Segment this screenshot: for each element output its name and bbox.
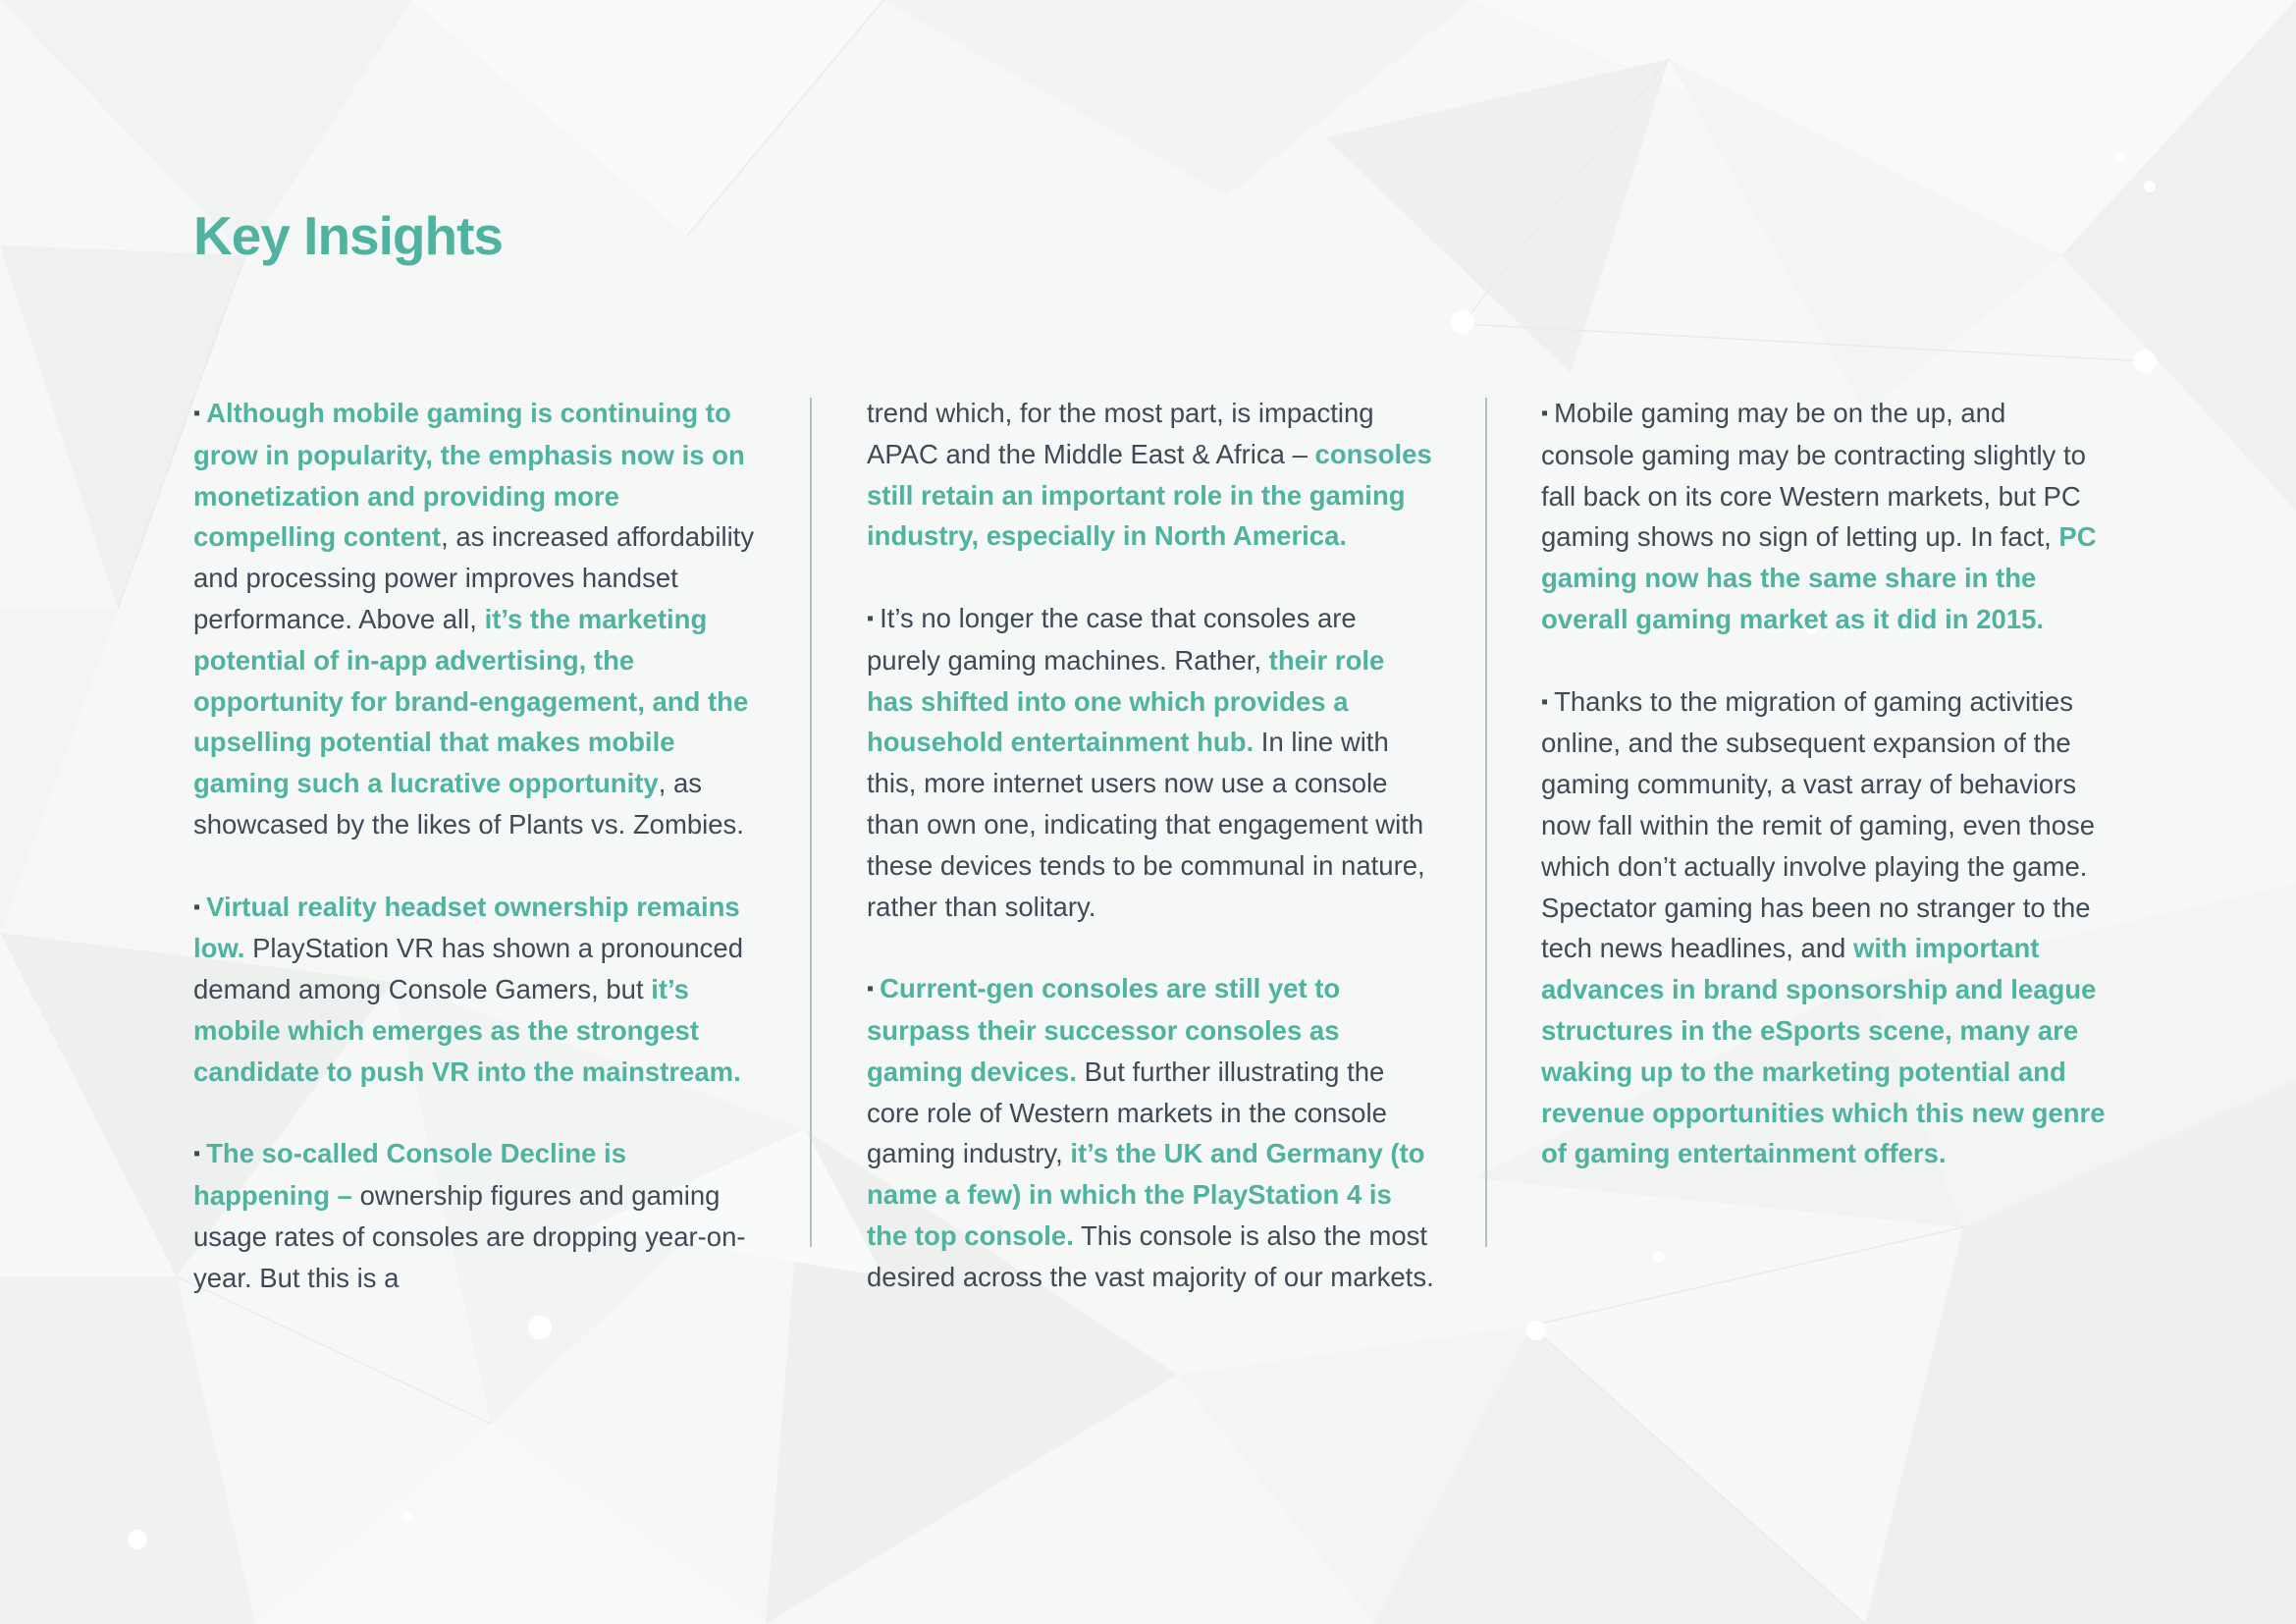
body-text: It’s no longer the case that consoles are purely gaming machines. Rather,: [867, 602, 1357, 676]
highlight-text: consoles still retain an important role in the gaming industry, especially in North America.: [867, 438, 1432, 552]
insight-paragraph: [193, 1133, 758, 1298]
highlight-text: their role has shifted into one which provides a household entertainment hub.: [867, 644, 1385, 758]
body-text: In line with this, more internet users now use a console than own one, indicating that engagement with these devices tends to be communal in nature, rather than solitary.: [867, 727, 1425, 922]
insight-paragraph: [1541, 393, 2106, 640]
highlight-text: The so-called Console Decline is happening –: [193, 1138, 626, 1212]
body-text: This console is also the most desired across the vast majority of our markets.: [867, 1219, 1434, 1292]
column-divider: [810, 398, 812, 1247]
insight-paragraph: [867, 968, 1436, 1297]
insight-paragraph: [193, 887, 758, 1093]
body-text: trend which, for the most part, is impacting APAC and the Middle East & Africa –: [867, 398, 1374, 469]
square-bullet-icon: ▪: [1541, 403, 1549, 424]
insight-paragraph: [867, 598, 1436, 927]
highlight-text: Current-gen consoles are still yet to surpass their successor consoles as gaming devices.: [867, 973, 1341, 1087]
highlight-text: Virtual reality headset ownership remains low.: [193, 891, 740, 964]
square-bullet-icon: ▪: [867, 978, 875, 1001]
insights-column-2: [867, 393, 1436, 1298]
body-text: PlayStation VR has shown a pronounced demand among Console Gamers, but: [193, 933, 743, 1005]
square-bullet-icon: ▪: [1541, 690, 1549, 713]
highlight-text: with important advances in brand sponsorship and league structures in the eSports scene, many are waking up to the marketing potential and revenue opportunities which this new genre of gaming entertainment offers.: [1541, 933, 2106, 1169]
body-text: , as showcased by the likes of Plants vs. Zombies.: [193, 768, 744, 839]
body-text: But further illustrating the core role of Western markets in the console gaming industry,: [867, 1056, 1387, 1169]
highlight-text: it’s the UK and Germany (to name a few) in which the PlayStation 4 is the top console.: [867, 1138, 1425, 1251]
square-bullet-icon: ▪: [193, 895, 201, 918]
page-title: Key Insights: [193, 205, 504, 266]
body-text: Thanks to the migration of gaming activities online, and the subsequent expansion of the gaming community, a vast array of behaviors now fall within the remit of gaming, even those which don’t actually involve playing the game. Spectator gaming has been no stranger to the tech news headlines, and: [1541, 685, 2096, 964]
insight-paragraph: [193, 393, 758, 845]
square-bullet-icon: ▪: [867, 607, 875, 629]
square-bullet-icon: ▪: [193, 1143, 201, 1165]
body-text: Mobile gaming may be on the up, and console gaming may be contracting slightly to fall back on its core Western markets, but PC gaming shows no sign of letting up. In fact,: [1541, 398, 2086, 553]
column-divider: [1485, 398, 1487, 1247]
insights-column-1: [193, 393, 758, 1299]
highlight-text: Although mobile gaming is continuing to grow in popularity, the emphasis now is on monetization and providing more compelling content: [193, 398, 745, 553]
body-text: , as increased affordability and processing power improves handset performance. Above all,: [193, 521, 755, 634]
insight-paragraph: [867, 393, 1436, 557]
body-text: ownership figures and gaming usage rates of consoles are dropping year-on-year. But this is a: [193, 1180, 746, 1293]
highlight-text: PC gaming now has the same share in the overall gaming market as it did in 2015.: [1541, 521, 2097, 634]
insights-column-3: [1541, 393, 2106, 1174]
insight-paragraph: [1541, 681, 2106, 1175]
square-bullet-icon: ▪: [193, 403, 201, 424]
highlight-text: it’s the marketing potential of in-app advertising, the opportunity for brand-engagement, and the upselling potential that makes mobile gaming such a lucrative opportunity: [193, 603, 749, 799]
highlight-text: it’s mobile which emerges as the strongest candidate to push VR into the mainstream.: [193, 974, 741, 1087]
